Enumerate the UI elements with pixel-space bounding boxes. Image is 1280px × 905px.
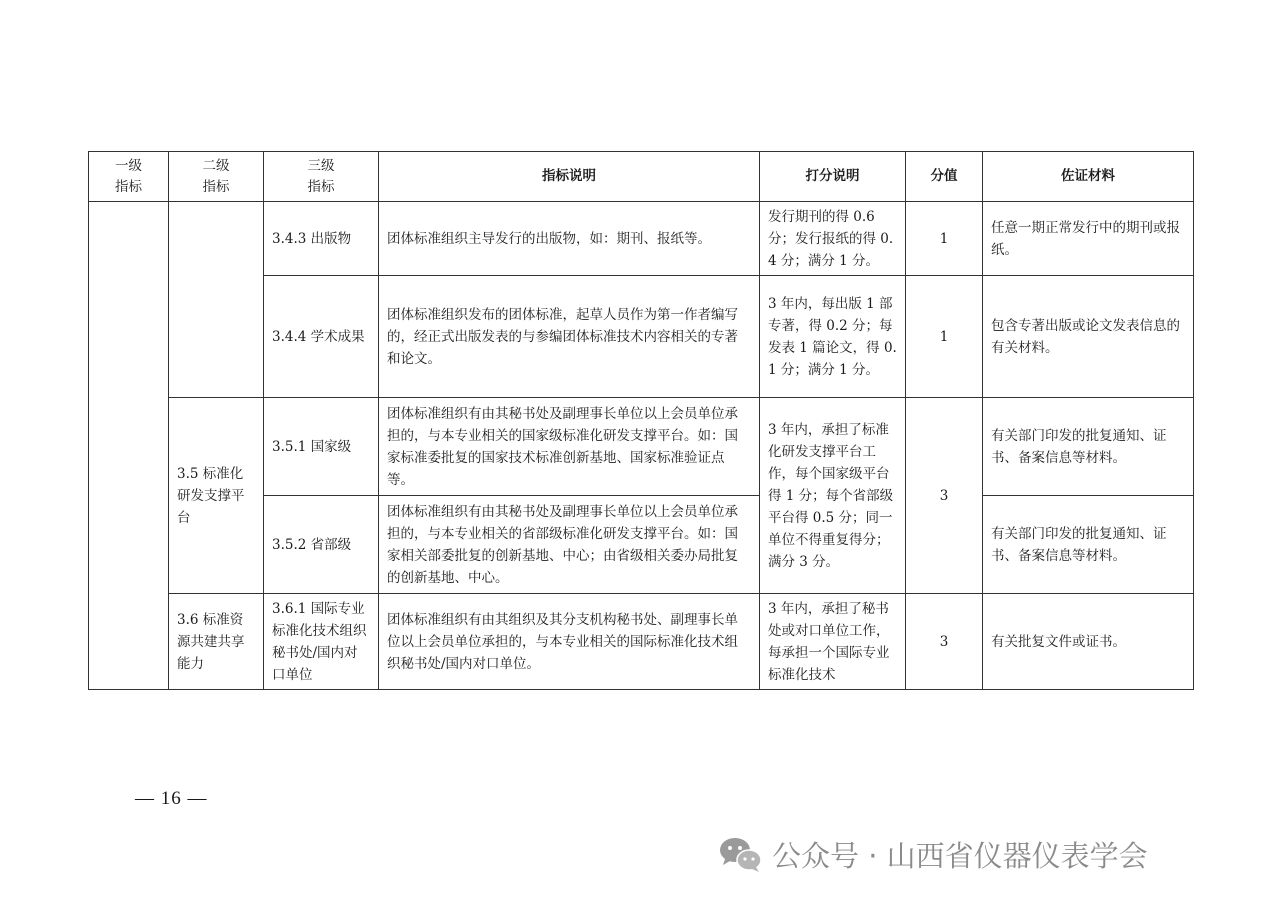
table-row [89, 398, 1194, 496]
level3-cell: 3.4.4 学术成果 [264, 276, 379, 398]
header-scoring: 打分说明 [760, 152, 906, 202]
header-level3: 三级 指标 [264, 152, 379, 202]
indicator-table [88, 151, 1194, 690]
score-cell: 3 [906, 594, 983, 690]
level2-cell-empty [169, 202, 264, 398]
level3-cell: 3.4.3 出版物 [264, 202, 379, 276]
score-cell: 1 [906, 202, 983, 276]
header-level1: 一级 指标 [89, 152, 169, 202]
level3-cell: 3.6.1 国际专业标准化技术组织秘书处/国内对口单位 [264, 594, 379, 690]
level2-cell: 3.6 标准资源共建共享能力 [169, 594, 264, 690]
wechat-icon [716, 834, 766, 874]
level3-cell: 3.5.1 国家级 [264, 398, 379, 496]
level3-cell: 3.5.2 省部级 [264, 496, 379, 594]
header-row [89, 152, 1194, 202]
desc-cell: 团体标准组织主导发行的出版物，如：期刊、报纸等。 [379, 202, 760, 276]
watermark-text: 公众号 · 山西省仪器仪表学会 [772, 838, 1148, 873]
evidence-cell: 有关部门印发的批复通知、证书、备案信息等材料。 [983, 398, 1194, 496]
header-evidence: 佐证材料 [983, 152, 1194, 202]
scoring-cell: 3 年内，每出版 1 部专著，得 0.2 分；每发表 1 篇论文，得 0.1 分；满分 1 分。 [760, 276, 906, 398]
scoring-cell: 发行期刊的得 0.6 分；发行报纸的得 0.4 分；满分 1 分。 [760, 202, 906, 276]
score-cell: 3 [906, 398, 983, 594]
evidence-cell: 有关批复文件或证书。 [983, 594, 1194, 690]
desc-cell: 团体标准组织有由其组织及其分支机构秘书处、副理事长单位以上会员单位承担的，与本专业相关的国际标准化技术组织秘书处/国内对口单位。 [379, 594, 760, 690]
page-number: — 16 — [135, 788, 208, 809]
header-desc: 指标说明 [379, 152, 760, 202]
level1-cell-empty [89, 202, 169, 690]
desc-cell: 团体标准组织有由其秘书处及副理事长单位以上会员单位承担的，与本专业相关的省部级标准化研发支撑平台。如：国家相关部委批复的创新基地、中心；由省级相关委办局批复的创新基地、中心。 [379, 496, 760, 594]
table-row [89, 202, 1194, 276]
score-cell: 1 [906, 276, 983, 398]
table-row [89, 594, 1194, 690]
scoring-cell: 3 年内，承担了秘书处或对口单位工作，每承担一个国际专业标准化技术 [760, 594, 906, 690]
evidence-cell: 有关部门印发的批复通知、证书、备案信息等材料。 [983, 496, 1194, 594]
desc-cell: 团体标准组织发布的团体标准，起草人员作为第一作者编写的，经正式出版发表的与参编团体标准技术内容相关的专著和论文。 [379, 276, 760, 398]
evidence-cell: 任意一期正常发行中的期刊或报纸。 [983, 202, 1194, 276]
header-level2: 二级 指标 [169, 152, 264, 202]
header-score: 分值 [906, 152, 983, 202]
level2-cell: 3.5 标准化研发支撑平台 [169, 398, 264, 594]
watermark [716, 834, 1148, 874]
desc-cell: 团体标准组织有由其秘书处及副理事长单位以上会员单位承担的，与本专业相关的国家级标准化研发支撑平台。如：国家标准委批复的国家技术标准创新基地、国家标准验证点等。 [379, 398, 760, 496]
scoring-cell: 3 年内，承担了标准化研发支撑平台工作，每个国家级平台得 1 分；每个省部级平台得 0.5 分；同一单位不得重复得分；满分 3 分。 [760, 398, 906, 594]
evidence-cell: 包含专著出版或论文发表信息的有关材料。 [983, 276, 1194, 398]
